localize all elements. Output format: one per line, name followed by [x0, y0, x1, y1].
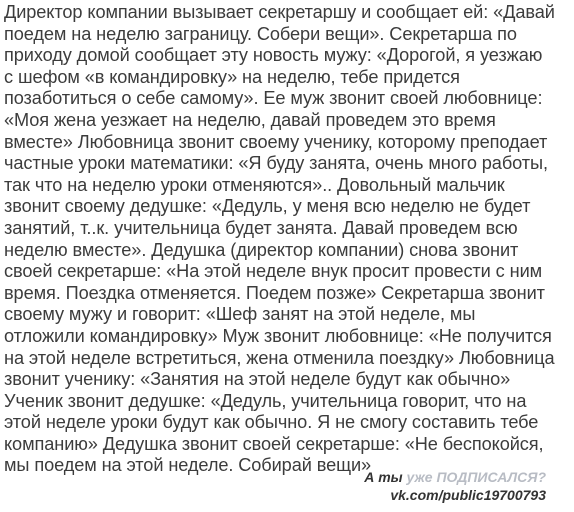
- story-line: своей секретарше: «На этой неделе внук просит провести с ним: [4, 261, 543, 282]
- story-line: поедем на неделю заграницу. Собери вещи». Секретарша по: [4, 23, 517, 44]
- story-line: Ученик звонит дедушке: «Дедуль, учительница говорит, что на: [4, 390, 527, 411]
- story-line: время. Поездка отменяется. Поедем позже» Секретарша звонит: [4, 282, 545, 303]
- story-line: звонит ученику: «Занятия на этой неделе будут как обычно»: [4, 369, 511, 390]
- story-line: звонит своему дедушке: «Дедуль, у меня всю неделю не будет: [4, 196, 531, 217]
- story-text: [4, 2, 570, 477]
- subscribe-prompt-lead: А ты: [364, 469, 403, 485]
- story-line: вместе» Любовница звонит своему ученику, которому преподает: [4, 131, 548, 152]
- subscribe-footer: [364, 468, 546, 504]
- story-line: мы поедем на этой неделе. Собирай вещи»: [4, 455, 372, 476]
- community-link[interactable]: vk.com/public19700793: [390, 487, 546, 503]
- subscribe-prompt-rest: уже ПОДПИСАЛСЯ?: [406, 469, 546, 485]
- story-line: позаботиться о себе самому». Ее муж звонит своей любовнице:: [4, 88, 543, 109]
- story-line: занятий, т..к. учительница будет занята. Давай проведем всю: [4, 217, 518, 238]
- story-line: так что на неделю уроки отменяются».. Довольный мальчик: [4, 174, 505, 195]
- story-line: приходу домой сообщает эту новость мужу: «Дорогой, я уезжаю: [4, 45, 543, 66]
- story-line: Директор компании вызывает секретаршу и сообщает ей: «Давай: [4, 2, 555, 22]
- story-line: этой неделе уроки будут как обычно. Я не смогу составить тебе: [4, 412, 539, 433]
- story-line: «Моя жена уезжает на неделю, давай проведем это время: [4, 109, 496, 130]
- story-line: неделю вместе». Дедушка (директор компании) снова звонит: [4, 239, 519, 260]
- story-line: частные уроки математики: «Я буду занята, очень много работы,: [4, 153, 548, 174]
- story-line: отложили командировку» Муж звонит любовнице: «Не получится: [4, 325, 552, 346]
- story-line: своему мужу и говорит: «Шеф занят на этой неделе, мы: [4, 304, 476, 325]
- story-line: с шефом «в командировку» на неделю, тебе придется: [4, 66, 460, 87]
- story-line: компанию» Дедушка звонит своей секретарше: «Не беспокойся,: [4, 433, 544, 454]
- subscribe-prompt: [364, 468, 546, 486]
- story-line: на этой неделе встретиться, жена отменила поездку» Любовница: [4, 347, 555, 368]
